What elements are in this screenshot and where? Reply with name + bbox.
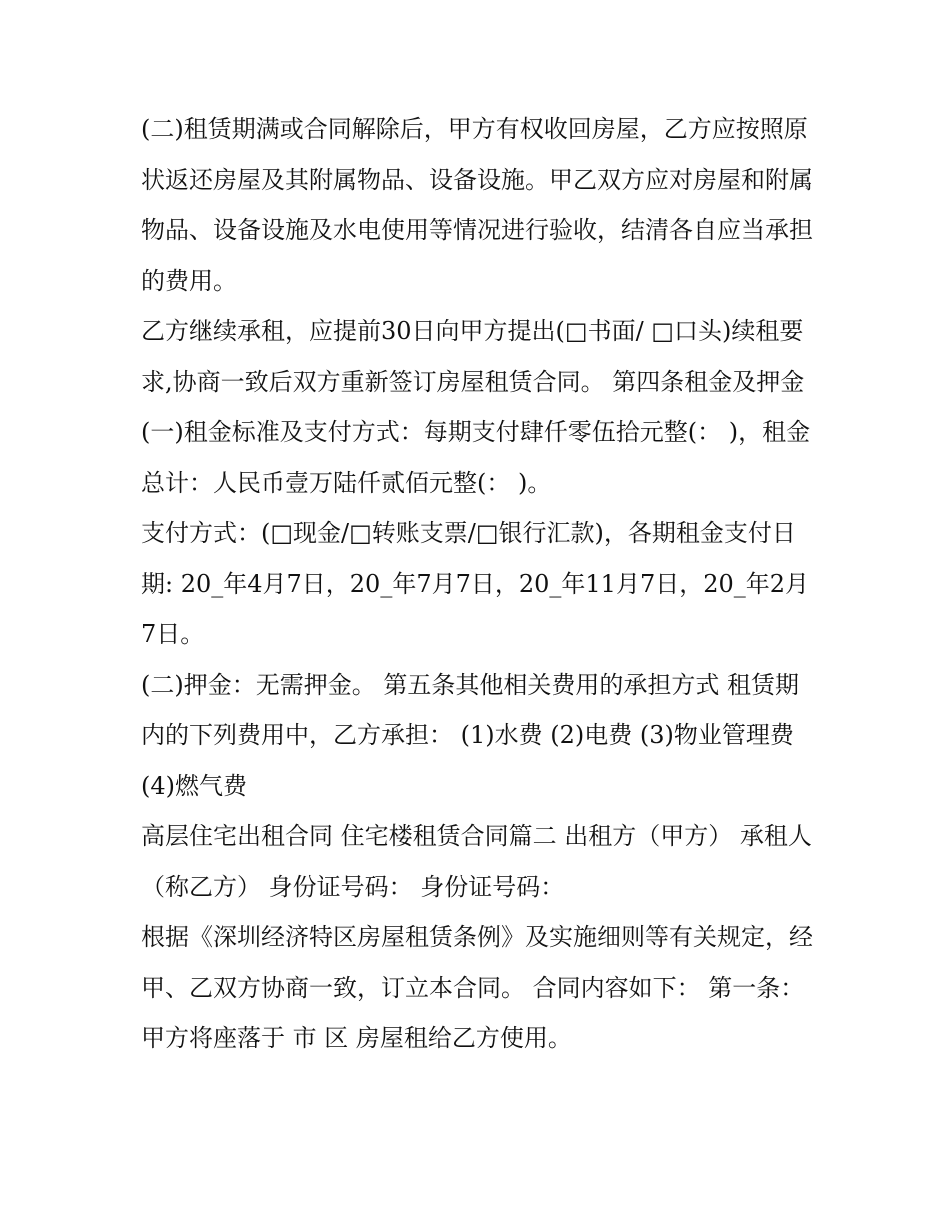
paragraph-legal-basis: 根据《深圳经济特区房屋租赁条例》及实施细则等有关规定，经甲、乙双方协商一致，订立本合同。 合同内容如下： 第一条：甲方将座落于 市 区 房屋租给乙方使用。 xyxy=(141,923,813,1052)
paragraph-deposit-fees: (二)押金：无需押金。 第五条其他相关费用的承担方式 租赁期内的下列费用中，乙方承担： (1)水费 (2)电费 (3)物业管理费 (4)燃气费 xyxy=(141,670,799,800)
paragraph-renewal: 乙方继续承租，应提前30日向甲方提出(□书面/ □口头)续租要求,协商一致后双方重新签订房屋租赁合同。 第四条租金及押金 xyxy=(141,317,805,396)
paragraph-payment-method: 支付方式：(□现金/□转账支票/□银行汇款)，各期租金支付日期: 20_年4月7日，20_年7月7日，20_年11月7日，20_年2月7日。 xyxy=(141,519,810,648)
paragraph-expiry-return: (二)租赁期满或合同解除后，甲方有权收回房屋，乙方应按照原状返还房屋及其附属物品、设备设施。甲乙双方应对房屋和附属物品、设备设施及水电使用等情况进行验收，结清各自应当承担的费用。 xyxy=(141,115,813,295)
document-body xyxy=(141,104,821,1064)
paragraph-contract-two-header: 高层住宅出租合同 住宅楼租赁合同篇二 出租方（甲方） 承租人（称乙方） 身份证号码： 身份证号码： xyxy=(141,822,812,901)
paragraph-rent-standard: (一)租金标准及支付方式：每期支付肆仟零伍拾元整(： )，租金总计：人民币壹万陆仟贰佰元整(： )。 xyxy=(141,418,811,497)
